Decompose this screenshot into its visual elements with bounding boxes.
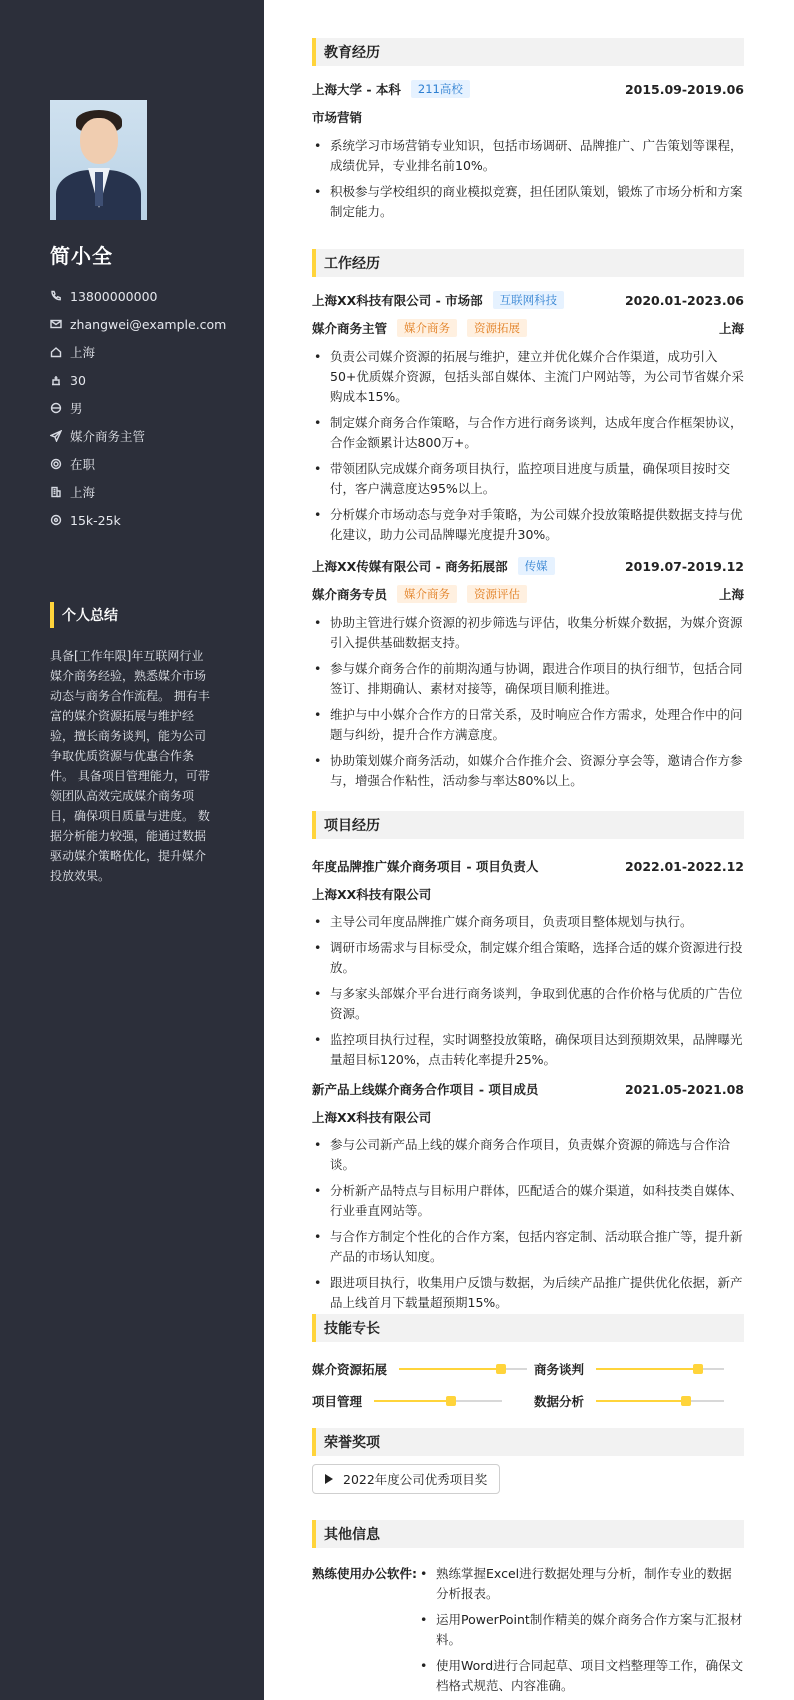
job-row	[312, 291, 744, 309]
education-bullets	[312, 136, 744, 228]
list-item: • 与多家头部媒介平台进行商务谈判，争取到优惠的合作价格与优质的广告位资源。	[312, 984, 744, 1024]
section-education-heading: 教育经历	[312, 38, 744, 66]
summary-heading: 个人总结	[50, 602, 118, 628]
project-date: 2021.05-2021.08	[624, 1081, 744, 1097]
list-item: • 运用PowerPoint制作精美的媒介商务合作方案与汇报材料。	[418, 1610, 744, 1650]
list-item: • 负责公司媒介资源的拓展与维护，建立并优化媒介合作渠道，成功引入50+优质媒介资源，包括头部自媒体、主流门户网站等，为公司节省媒介采购成本15%。	[312, 347, 744, 407]
skill-name: 数据分析	[534, 1394, 585, 1409]
info-position: 媒介商务主管	[50, 422, 226, 450]
skill-name: 媒介资源拓展	[312, 1362, 388, 1377]
school-tag: 211高校	[411, 80, 470, 98]
section-honors-heading: 荣誉奖项	[312, 1428, 744, 1456]
skill-tag: 媒介商务	[397, 319, 457, 337]
info-salary: 15k-25k	[50, 506, 226, 534]
education-date: 2015.09-2019.06	[624, 81, 744, 97]
summary-text: 具备[工作年限]年互联网行业媒介商务经验，熟悉媒介市场动态与商务合作流程。 拥有丰富的媒介资源拓展与维护经验，擅长商务谈判，能为公司争取优质资源与优惠合作条件。 具备项目管理能力，可带领团队高效完成媒介商务项目，确保项目质量与进度。 数据分析能力较强，能通过数据驱动媒介策略优化，提升媒介投放效果。	[50, 649, 210, 883]
info-status: 在职	[50, 450, 226, 478]
project-org: 上海XX科技有限公司	[312, 887, 432, 902]
info-gender: 男	[50, 394, 226, 422]
job-bullets	[312, 613, 744, 797]
age-icon	[50, 374, 62, 386]
job-date: 2019.07-2019.12	[624, 558, 744, 574]
section-skills-heading: 技能专长	[312, 1314, 744, 1342]
info-location: 上海	[50, 338, 226, 366]
status-icon	[50, 458, 62, 470]
list-item: • 监控项目执行过程，实时调整投放策略，确保项目达到预期效果，品牌曝光量超目标120%，点击转化率提升25%。	[312, 1030, 744, 1070]
award-badge	[312, 1464, 500, 1494]
skill-item	[534, 1392, 724, 1410]
skill-item	[312, 1392, 502, 1410]
project-bullets	[312, 912, 744, 1076]
skill-item	[534, 1360, 724, 1378]
send-icon	[50, 430, 62, 442]
job-date: 2020.01-2023.06	[624, 292, 744, 308]
project-bullets	[312, 1135, 744, 1319]
list-item: • 分析媒介市场动态与竞争对手策略，为公司媒介投放策略提供数据支持与优化建议，助力公司品牌曝光度提升30%。	[312, 505, 744, 545]
job-city: 上海	[718, 587, 744, 602]
skill-tag: 资源拓展	[467, 319, 527, 337]
list-item: • 使用Word进行合同起草、项目文档整理等工作，确保文档格式规范、内容准确。	[418, 1656, 744, 1696]
other-bullets	[418, 1564, 744, 1700]
school-name: 上海大学 - 本科	[312, 82, 401, 97]
job-role: 媒介商务主管	[312, 321, 388, 336]
job-company: 上海XX科技有限公司 - 市场部	[312, 293, 483, 308]
job-role: 媒介商务专员	[312, 587, 388, 602]
list-item: • 协助主管进行媒介资源的初步筛选与评估，收集分析媒介数据，为媒介资源引入提供基础数据支持。	[312, 613, 744, 653]
other-label: 熟练使用办公软件:	[312, 1566, 417, 1581]
info-age: 30	[50, 366, 226, 394]
building-icon	[50, 486, 62, 498]
section-projects-heading: 项目经历	[312, 811, 744, 839]
job-row	[312, 557, 744, 575]
skill-name: 商务谈判	[534, 1362, 585, 1377]
avatar	[50, 100, 147, 220]
list-item: • 制定媒介商务合作策略，与合作方进行商务谈判，达成年度合作框架协议，合作金额累计达800万+。	[312, 413, 744, 453]
job-company: 上海XX传媒有限公司 - 商务拓展部	[312, 559, 508, 574]
list-item: • 熟练掌握Excel进行数据处理与分析，制作专业的数据分析报表。	[418, 1564, 744, 1604]
project-row	[312, 857, 744, 875]
mail-icon	[50, 318, 62, 330]
skill-bar	[596, 1368, 724, 1370]
job-bullets	[312, 347, 744, 551]
info-email: zhangwei@example.com	[50, 310, 226, 338]
list-item: • 带领团队完成媒介商务项目执行，监控项目进度与质量，确保项目按时交付，客户满意度达95%以上。	[312, 459, 744, 499]
section-other-heading: 其他信息	[312, 1520, 744, 1548]
section-work-heading: 工作经历	[312, 249, 744, 277]
info-target-city: 上海	[50, 478, 226, 506]
job-role-row	[312, 319, 744, 337]
list-item: • 参与公司新产品上线的媒介商务合作项目，负责媒介资源的筛选与合作洽谈。	[312, 1135, 744, 1175]
award-label: 2022年度公司优秀项目奖	[343, 1472, 488, 1487]
list-item: • 调研市场需求与目标受众，制定媒介组合策略，选择合适的媒介资源进行投放。	[312, 938, 744, 978]
skill-bar	[596, 1400, 724, 1402]
industry-tag: 互联网科技	[493, 291, 565, 309]
industry-tag: 传媒	[518, 557, 555, 575]
education-row	[312, 80, 744, 98]
skill-tag: 媒介商务	[397, 585, 457, 603]
salary-icon	[50, 514, 62, 526]
project-row	[312, 1080, 744, 1098]
skill-bar	[374, 1400, 502, 1402]
education-major: 市场营销	[312, 110, 363, 125]
info-phone: 13800000000	[50, 282, 226, 310]
skill-name: 项目管理	[312, 1394, 363, 1409]
contact-list	[50, 282, 226, 534]
list-item: • 跟进项目执行，收集用户反馈与数据，为后续产品推广提供优化依据，新产品上线首月下载量超预期15%。	[312, 1273, 744, 1313]
phone-icon	[50, 290, 62, 302]
list-item: • 分析新产品特点与目标用户群体，匹配适合的媒介渠道，如科技类自媒体、行业垂直网站等。	[312, 1181, 744, 1221]
project-org: 上海XX科技有限公司	[312, 1110, 432, 1125]
skill-bar	[399, 1368, 527, 1370]
job-city: 上海	[718, 321, 744, 336]
list-item: • 协助策划媒介商务活动，如媒介合作推介会、资源分享会等，邀请合作方参与，增强合作粘性，活动参与率达80%以上。	[312, 751, 744, 791]
skill-tag: 资源评估	[467, 585, 527, 603]
project-date: 2022.01-2022.12	[624, 858, 744, 874]
list-item: • 主导公司年度品牌推广媒介商务项目，负责项目整体规划与执行。	[312, 912, 744, 932]
candidate-name: 简小全	[50, 244, 113, 268]
list-item: • 维护与中小媒介合作方的日常关系，及时响应合作方需求，处理合作中的问题与纠纷，提升合作方满意度。	[312, 705, 744, 745]
sidebar	[0, 0, 264, 1700]
list-item: • 系统学习市场营销专业知识，包括市场调研、品牌推广、广告策划等课程，成绩优异，专业排名前10%。	[312, 136, 744, 176]
skill-item	[312, 1360, 527, 1378]
play-icon	[325, 1474, 333, 1484]
list-item: • 与合作方制定个性化的合作方案，包括内容定制、活动联合推广等，提升新产品的市场认知度。	[312, 1227, 744, 1267]
list-item: • 参与媒介商务合作的前期沟通与协调，跟进合作项目的执行细节，包括合同签订、排期确认、素材对接等，确保项目顺利推进。	[312, 659, 744, 699]
project-name: 新产品上线媒介商务合作项目 - 项目成员	[312, 1082, 539, 1097]
project-name: 年度品牌推广媒介商务项目 - 项目负责人	[312, 859, 539, 874]
job-role-row	[312, 585, 744, 603]
gender-icon	[50, 402, 62, 414]
home-icon	[50, 346, 62, 358]
list-item: • 积极参与学校组织的商业模拟竞赛，担任团队策划，锻炼了市场分析和方案制定能力。	[312, 182, 744, 222]
